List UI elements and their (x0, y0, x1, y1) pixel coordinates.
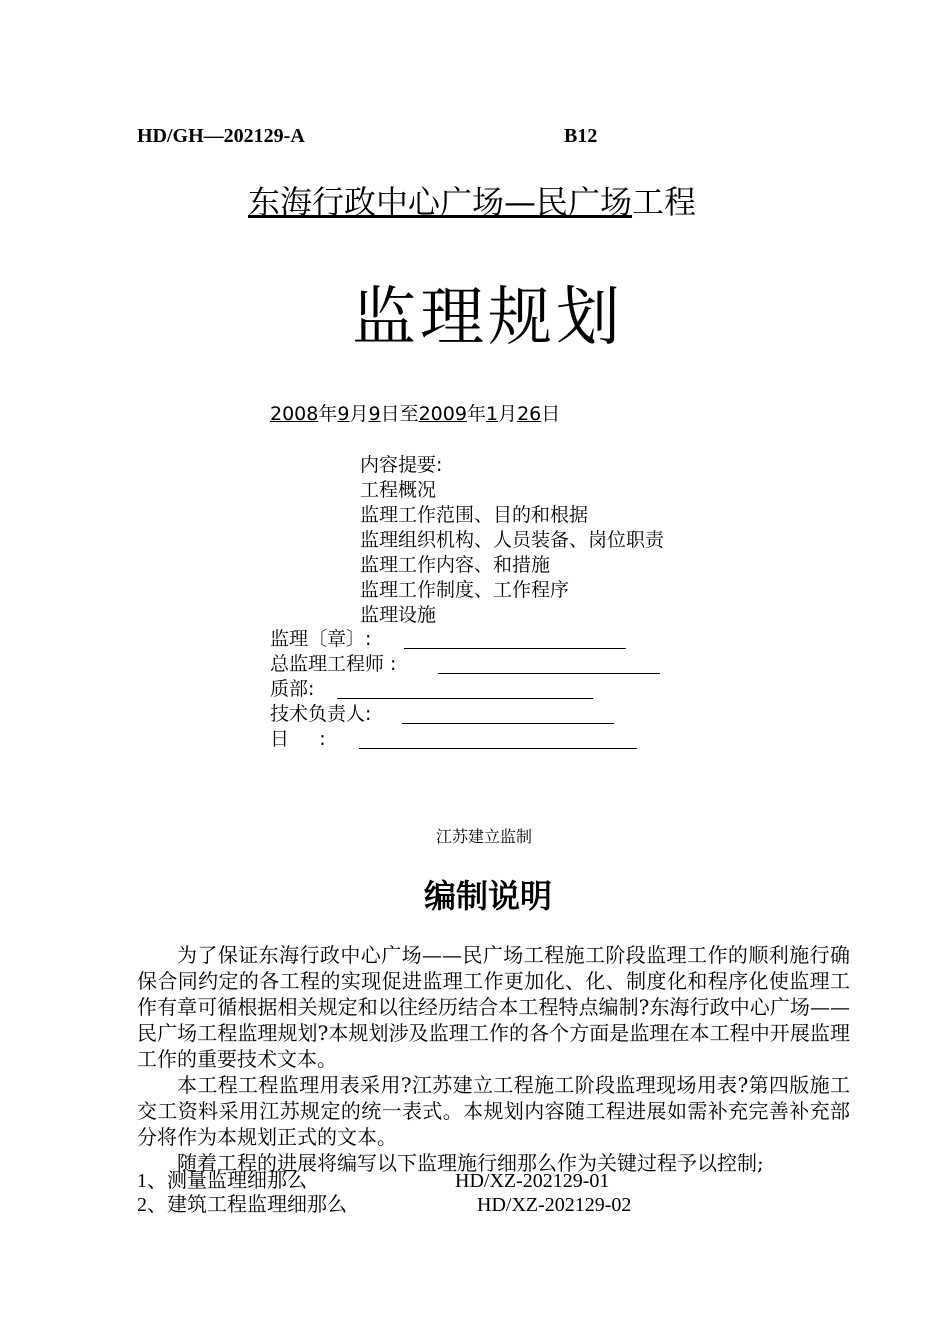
detail-list-code: HD/XZ-202129-01 (455, 1170, 610, 1192)
end-year: 2009 (418, 403, 467, 425)
document-code: HD/GH—202129-A (137, 125, 305, 147)
contents-item: 监理工作制度、工作程序 (360, 579, 570, 601)
paragraph: 随着工程的进展将编写以下监理施行细那么作为关键过程予以控制; (177, 1151, 764, 1175)
contents-item: 监理组织机构、人员装备、岗位职责 (360, 529, 665, 551)
document-reference: B12 (564, 125, 598, 147)
chief-engineer-label: 总监理工程师 : (270, 653, 397, 675)
tech-lead-label: 技术负责人: (270, 703, 372, 725)
contents-item: 监理工作内容、和措施 (360, 554, 551, 576)
chief-engineer-line[interactable] (438, 673, 660, 674)
body-text (137, 942, 850, 1176)
contents-heading: 内容提要: (360, 454, 443, 476)
start-year: 2008 (270, 403, 319, 425)
quality-dept-line[interactable] (337, 698, 593, 699)
year-label-2: 年 (466, 403, 486, 425)
start-month: 9 (337, 403, 350, 425)
tech-lead-line[interactable] (402, 723, 614, 724)
quality-dept-label: 质部: (270, 678, 315, 700)
end-month: 1 (485, 403, 499, 425)
detail-list-label: 1、测量监理细那么 (137, 1170, 307, 1192)
date-field-label: 日 : (270, 728, 326, 750)
detail-list-label: 2、建筑工程监理细那么 (137, 1194, 347, 1216)
detail-list-code: HD/XZ-202129-02 (477, 1194, 632, 1216)
project-title (248, 182, 696, 222)
paragraph: 为了保证东海行政中心广场——民广场工程施工阶段监理工作的顺利施行确保合同约定的各工程的实现促进监理工作更加化、化、制度化和程序化使监理工作有章可循根据相关规定和以往经历结合本工程特点编制?东海行政中心广场——民广场工程监理规划?本规划涉及监理工作的各个方面是监理在本工程中开展监理工作的重要技术文本。 (137, 943, 850, 1071)
contents-item: 监理设施 (360, 604, 437, 626)
company-name: 江苏建立监制 (436, 829, 533, 846)
date-field-line[interactable] (359, 748, 637, 749)
start-day: 9 (368, 403, 381, 425)
section-title: 编制说明 (424, 877, 553, 915)
month-label: 月 (349, 403, 369, 425)
main-title: 监理规划 (352, 281, 624, 355)
day-to-label: 日至 (380, 403, 419, 425)
day-label: 日 (541, 403, 561, 425)
date-range (270, 401, 560, 427)
project-title-suffix: 工程 (632, 183, 697, 221)
supervisor-seal-label: 监理〔章〕: (270, 628, 372, 650)
end-day: 26 (517, 403, 542, 425)
project-title-name: 东海行政中心广场—民广场 (248, 183, 633, 221)
month-label-2: 月 (498, 403, 518, 425)
contents-summary (360, 453, 664, 628)
contents-item: 工程概况 (360, 479, 437, 501)
paragraph: 本工程工程监理用表采用?江苏建立工程施工阶段监理现场用表?第四版施工交工资料采用江苏规定的统一表式。本规划内容随工程进展如需补充完善补充部分将作为本规划正式的文本。 (137, 1073, 850, 1149)
contents-item: 监理工作范围、目的和根据 (360, 504, 589, 526)
year-label: 年 (318, 403, 338, 425)
supervisor-seal-line[interactable] (404, 648, 626, 649)
